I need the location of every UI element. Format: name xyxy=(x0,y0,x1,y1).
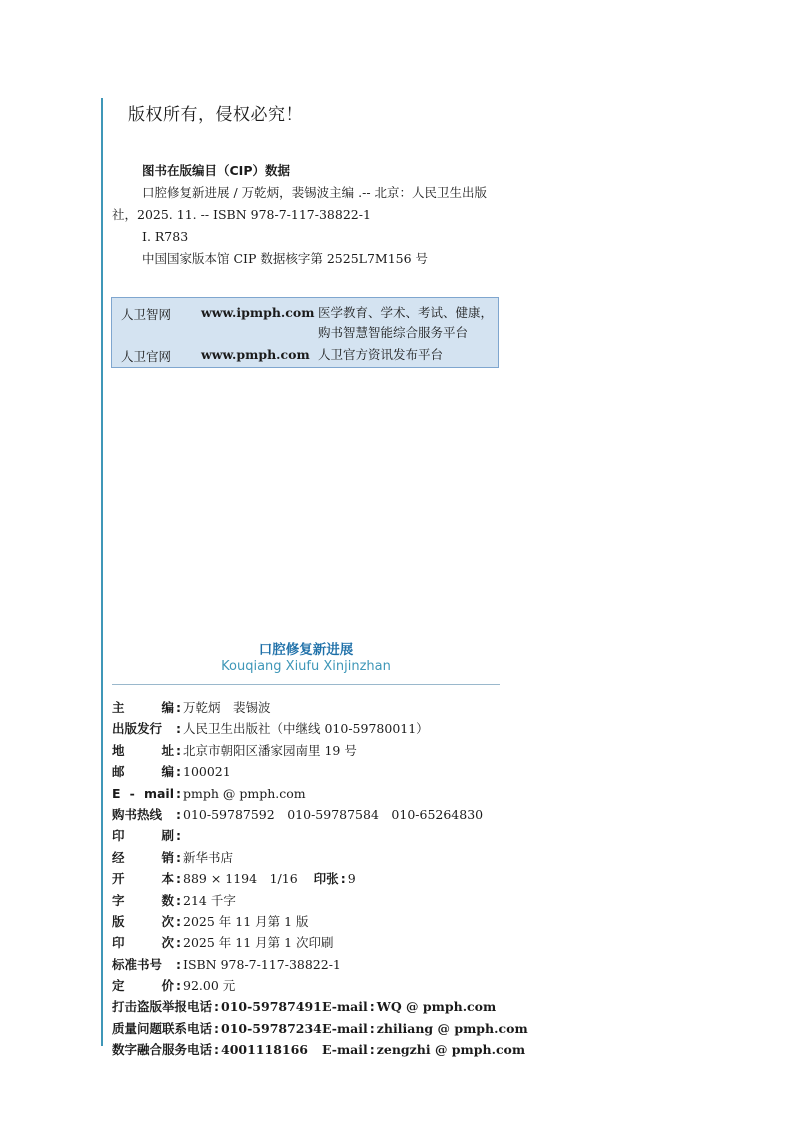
colophon-line: 出版发行 : 人民卫生出版社（中继线 010-59780011） xyxy=(112,718,512,739)
contact-line: 打击盗版举报电话 : 010-59787491 E-mail : WQ @ pmph.com xyxy=(112,996,512,1017)
colophon-label: 出版发行 xyxy=(112,721,163,737)
colophon-line: 标准书号 : ISBN 978-7-117-38822-1 xyxy=(112,954,512,975)
contact-label: 打击盗版举报电话 xyxy=(112,999,213,1015)
contact-email[interactable]: WQ @ pmph.com xyxy=(376,999,497,1015)
book-title-en: Kouqiang Xiufu Xinjinzhan xyxy=(221,659,391,674)
contact-line: 数字融合服务电话 : 4001118166 E-mail : zengzhi @ pmph.com xyxy=(112,1039,512,1060)
colophon-value: 万乾炳 裴锡波 xyxy=(183,700,271,715)
colophon-label: 邮 编 xyxy=(112,764,174,780)
contact-email[interactable]: zhiliang @ pmph.com xyxy=(376,1020,528,1036)
colophon-label: 印张 xyxy=(313,871,339,887)
contact-phone: 4001118166 xyxy=(221,1042,308,1058)
cip-heading: 图书在版编目（CIP）数据 xyxy=(142,163,290,178)
website-desc: 医学教育、学术、考试、健康， 购书智慧智能综合服务平台 xyxy=(318,305,494,340)
contact-email-label: E-mail xyxy=(322,1042,368,1058)
colophon-value: 人民卫生出版社（中继线 010-59780011） xyxy=(183,721,429,737)
colophon-label: 标准书号 xyxy=(112,956,163,972)
contact-label: 质量问题联系电话 xyxy=(112,1020,213,1036)
website-name: 人卫官网 xyxy=(121,349,172,364)
contact-phone: 010-59787234 xyxy=(221,1020,322,1036)
colophon-label: 开 本 xyxy=(112,871,174,887)
colophon-label: 主 编 xyxy=(112,700,174,715)
website-info-box xyxy=(111,297,499,368)
colophon-label: 地 址 xyxy=(112,742,174,758)
colophon-line: 经 销 : 新华书店 xyxy=(112,847,512,868)
contact-email-label: E-mail xyxy=(322,1020,368,1036)
colophon-line: 印 次 : 2025 年 11 月第 1 次印刷 xyxy=(112,932,512,953)
colophon-line: 字 数 : 214 千字 xyxy=(112,890,512,911)
cip-body: 口腔修复新进展 / 万乾炳，裴锡波主编 .-- 北京：人民卫生出版社，2025. 11. -- ISBN 978-7-117-38822-1 xyxy=(112,185,488,222)
colophon-value: 92.00 元 xyxy=(183,978,236,994)
title-rule xyxy=(112,684,500,685)
colophon-line: 地 址 : 北京市朝阳区潘家园南里 19 号 xyxy=(112,740,512,761)
colophon-label: 版 次 xyxy=(112,913,174,929)
cip-classification: Ⅰ. R783 xyxy=(142,229,189,244)
colophon-value: 北京市朝阳区潘家园南里 19 号 xyxy=(183,742,357,758)
contact-label: 数字融合服务电话 xyxy=(112,1042,213,1058)
colophon-line: 定 价 : 92.00 元 xyxy=(112,975,512,996)
contact-email-label: E-mail xyxy=(322,999,368,1015)
colophon-value: 010-59787592 010-59787584 010-65264830 xyxy=(183,806,484,822)
colophon-label: 购书热线 xyxy=(112,806,163,822)
colophon-line: 开 本 : 889 × 1194 1/16 印张 : 9 xyxy=(112,868,512,889)
colophon-line: 主 编 : 万乾炳 裴锡波 xyxy=(112,697,512,718)
website-desc: 人卫官方资讯发布平台 xyxy=(318,347,444,362)
colophon-value: 新华书店 xyxy=(183,849,234,865)
colophon-label: E - mail xyxy=(112,785,174,801)
colophon-value: ISBN 978-7-117-38822-1 xyxy=(183,956,341,972)
colophon-value: 2025 年 11 月第 1 次印刷 xyxy=(183,935,334,951)
colophon-value: 2025 年 11 月第 1 版 xyxy=(183,913,309,929)
colophon-line: 邮 编 : 100021 xyxy=(112,761,512,782)
colophon-value: 889 × 1194 1/16 xyxy=(183,871,298,887)
colophon-label: 经 销 xyxy=(112,849,174,865)
contact-email[interactable]: zengzhi @ pmph.com xyxy=(376,1042,526,1058)
colophon-line: 印 刷 : xyxy=(112,825,512,846)
cip-block xyxy=(112,160,502,270)
colophon-label: 字 数 xyxy=(112,892,174,908)
colophon-line: E - mail : pmph @ pmph.com xyxy=(112,783,512,804)
colophon-line: 购书热线 : 010-59787592 010-59787584 010-65264830 xyxy=(112,804,512,825)
colophon xyxy=(112,697,528,1061)
margin-rule xyxy=(101,98,103,1046)
contact-phone: 010-59787491 xyxy=(221,999,322,1015)
cip-record: 中国国家版本馆 CIP 数据核字第 2525L7M156 号 xyxy=(142,251,429,266)
website-url[interactable]: www.pmph.com xyxy=(201,347,310,362)
colophon-value: 9 xyxy=(347,871,356,887)
colophon-value: 100021 xyxy=(183,764,231,780)
website-url[interactable]: www.ipmph.com xyxy=(201,305,315,320)
contact-line: 质量问题联系电话 : 010-59787234 E-mail : zhiliang @ pmph.com xyxy=(112,1018,512,1039)
colophon-value: pmph @ pmph.com xyxy=(183,785,306,801)
colophon-label: 印 刷 xyxy=(112,828,174,844)
copyright-notice: 版权所有，侵权必究！ xyxy=(128,105,303,125)
colophon-label: 印 次 xyxy=(112,935,174,951)
colophon-line: 版 次 : 2025 年 11 月第 1 版 xyxy=(112,911,512,932)
colophon-label: 定 价 xyxy=(112,978,174,994)
colophon-value: 214 千字 xyxy=(183,892,236,908)
book-title-cn: 口腔修复新进展 xyxy=(258,642,354,658)
website-name: 人卫智网 xyxy=(121,307,172,322)
